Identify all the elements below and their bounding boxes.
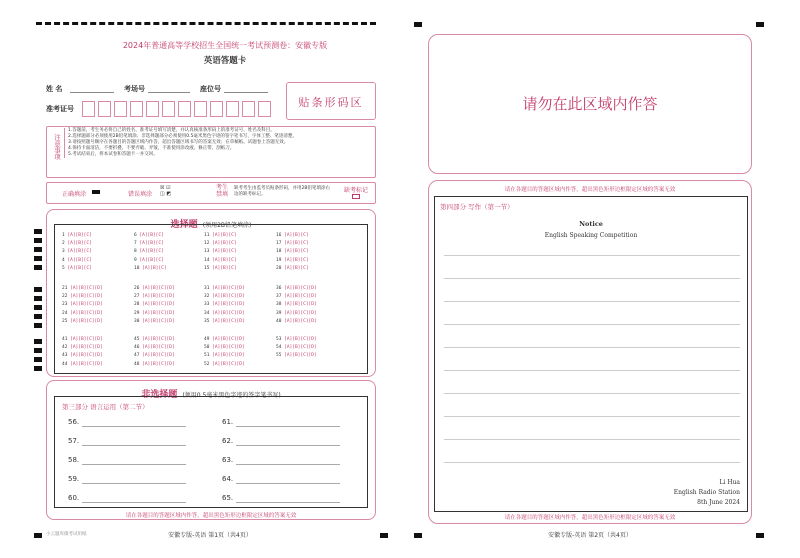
notice-subtitle: English Speaking Competition xyxy=(544,232,638,239)
right-footer: 安徽专版-英语 第2页（共4页） xyxy=(548,532,632,539)
blank-58-label: 58. xyxy=(68,456,80,464)
blank-60-line[interactable] xyxy=(82,502,186,503)
choice-group-6-10[interactable]: 6 [A][B][C] 7 [A][B][C] 8 [A][B][C] 9 [A][B][C] 10 [A][B][C] xyxy=(134,233,167,271)
absent-label: 缺考标记 xyxy=(344,187,369,194)
choice-note: (须用2B铅笔填涂) xyxy=(202,222,252,229)
blank-59-line[interactable] xyxy=(82,483,186,484)
blank-64-label: 64. xyxy=(222,475,234,483)
sign-org: English Radio Station xyxy=(673,489,740,496)
writing-frame xyxy=(434,196,748,512)
notice-item: 5.考试结束后，将本试卷和答题卡一并交回。 xyxy=(68,152,158,157)
notice-item: 4.保持卡面清洁，不要折叠、不要弄破、弄皱，不准使用涂改液、修正带、刮纸刀。 xyxy=(68,146,235,151)
signature-block xyxy=(600,478,740,508)
blank-57-line[interactable] xyxy=(82,445,186,446)
name-field[interactable] xyxy=(70,92,114,93)
choice-group-31-35[interactable]: 31 [A][B][C][D] 32 [A][B][C][D] 33 [A][B][C][D] 34 [A][B][C][D] 35 [A][B][C][D] xyxy=(204,286,245,324)
choice-title: 选择题 xyxy=(170,220,198,230)
no-answer-area xyxy=(428,34,752,174)
venue-label: 考场号 xyxy=(124,85,145,93)
choice-group-51-55[interactable]: 49 [A][B][C][D] 50 [A][B][C][D] 51 [A][B][C][D] 52 [A][B][C][D] xyxy=(204,337,245,367)
blank-65-label: 65. xyxy=(222,494,234,502)
corner-mark xyxy=(756,533,764,538)
no-answer-label: 请勿在此区域内作答 xyxy=(522,95,658,113)
card-title: 英语答题卡 xyxy=(203,56,247,66)
notice-title: Notice xyxy=(579,220,603,228)
nonchoice-note: (须用0.5毫米黑色字迹的签字笔书写) xyxy=(182,392,281,399)
choice-group-16-20[interactable]: 16 [A][B][C] 17 [A][B][C] 18 [A][B][C] 19 [A][B][C] 20 [A][B][C] xyxy=(276,233,309,271)
section4-title: 第四部分 写作（第一节） xyxy=(440,203,514,211)
sign-date: 8th June 2024 xyxy=(697,499,740,506)
choice-group-26-30[interactable]: 26 [A][B][C][D] 27 [A][B][C][D] 28 [A][B][C][D] 29 [A][B][C][D] 30 [A][B][C][D] xyxy=(134,286,175,324)
nonchoice-title: 非选择题 xyxy=(141,390,178,400)
choice-group-11-15[interactable]: 11 [A][B][C] 12 [A][B][C] 13 [A][B][C] 14 [A][B][C] 15 [A][B][C] xyxy=(204,233,237,271)
blank-62-label: 62. xyxy=(222,437,234,445)
blank-59-label: 59. xyxy=(68,475,80,483)
venue-field[interactable] xyxy=(148,92,190,93)
seat-field[interactable] xyxy=(224,92,268,93)
blank-61-label: 61. xyxy=(222,418,234,426)
candidate-note: 缺考考生由监考员贴条形码，并用2B铅笔填涂右边的缺考标记。 xyxy=(234,186,330,197)
fill-correct-label: 正确填涂 xyxy=(62,191,87,198)
choice-group-21-25[interactable]: 21 [A][B][C][D] 22 [A][B][C][D] 23 [A][B][C][D] 24 [A][B][C][D] 25 [A][B][C][D] xyxy=(62,286,103,324)
section3-title: 第三部分 语言运用（第二节） xyxy=(62,403,149,411)
barcode-label: 贴条形码区 xyxy=(298,96,364,109)
corner-mark xyxy=(380,533,388,538)
notice-item: 2.选择题部分必须使用2B铅笔填涂；非选择题部分必须使用0.5毫米黑色字迹的签字笔书写，字体工整、笔迹清楚。 xyxy=(68,134,297,139)
blank-62-line[interactable] xyxy=(236,445,340,446)
left-footer-left: 小云题库微考试用纸 xyxy=(46,532,87,537)
seat-label: 座位号 xyxy=(200,85,221,93)
name-label: 姓 名 xyxy=(46,85,63,93)
choice-group-46-50[interactable]: 45 [A][B][C][D] 46 [A][B][C][D] 47 [A][B][C][D] 48 [A][B][C][D] xyxy=(134,337,175,367)
blank-57-label: 57. xyxy=(68,437,80,445)
blank-58-line[interactable] xyxy=(82,464,186,465)
notice-list xyxy=(64,128,372,158)
choice-group-56-60[interactable]: 53 [A][B][C][D] 54 [A][B][C][D] 55 [A][B][C][D] xyxy=(276,337,317,359)
blank-63-label: 63. xyxy=(222,456,234,464)
filled-example-icon xyxy=(92,190,100,194)
barcode-area xyxy=(286,82,376,120)
exam-id-label: 准考证号 xyxy=(46,105,74,113)
blank-56-label: 56. xyxy=(68,418,80,426)
blank-60-label: 60. xyxy=(68,494,80,502)
corner-mark xyxy=(34,533,42,538)
section3-frame xyxy=(54,396,368,508)
candidate-label: 考生禁填 xyxy=(216,184,229,198)
choice-group-41-45[interactable]: 41 [A][B][C][D] 42 [A][B][C][D] 43 [A][B][C][D] 44 [A][B][C][D] xyxy=(62,337,103,367)
top-timing-marks xyxy=(36,22,376,25)
notice-label: 注意事项 xyxy=(53,134,61,160)
notice-item: 1.答题前，考生务必将自己的姓名、准考证号填写清楚，并认真核准条形码上的准考证号、姓名及科目。 xyxy=(68,128,275,133)
wrong-example-icons: ☒ ☑ ◫ ◩ xyxy=(160,185,172,197)
blank-64-line[interactable] xyxy=(236,483,340,484)
notice-item: 3.请按照题号顺序在各题目的答题区域内作答，超出答题区域书写的答案无效；在草稿纸、试题卷上答题无效。 xyxy=(68,140,289,145)
right-bottom-warning: 请在各题目的答题区域内作答，超出黑色矩形边框限定区域的答案无效 xyxy=(504,515,676,521)
blank-56-line[interactable] xyxy=(82,426,186,427)
left-footer: 安徽专版-英语 第1页（共4页） xyxy=(168,532,252,539)
choice-group-1-5[interactable]: 1 [A][B][C] 2 [A][B][C] 3 [A][B][C] 4 [A][B][C] 5 [A][B][C] xyxy=(62,233,92,271)
blank-63-line[interactable] xyxy=(236,464,340,465)
fill-wrong-label: 错误填涂 xyxy=(128,191,153,198)
exam-title: 2024年普通高等学校招生全国统一考试预测卷：安徽专版 xyxy=(122,41,328,50)
left-bottom-warning: 请在各题目的答题区域内作答，超出黑色矩形边框限定区域的答案无效 xyxy=(125,513,297,519)
corner-mark xyxy=(414,533,422,538)
corner-mark xyxy=(756,22,764,27)
absent-checkbox[interactable] xyxy=(352,194,360,199)
blank-61-line[interactable] xyxy=(236,426,340,427)
blank-65-line[interactable] xyxy=(236,502,340,503)
sign-name: Li Hua xyxy=(719,479,740,486)
corner-mark xyxy=(414,22,422,27)
right-top-warning: 请在各题目的答题区域内作答，超出黑色矩形边框限定区域的答案无效 xyxy=(504,187,676,193)
choice-group-36-40[interactable]: 36 [A][B][C][D] 37 [A][B][C][D] 38 [A][B][C][D] 39 [A][B][C][D] 40 [A][B][C][D] xyxy=(276,286,317,324)
